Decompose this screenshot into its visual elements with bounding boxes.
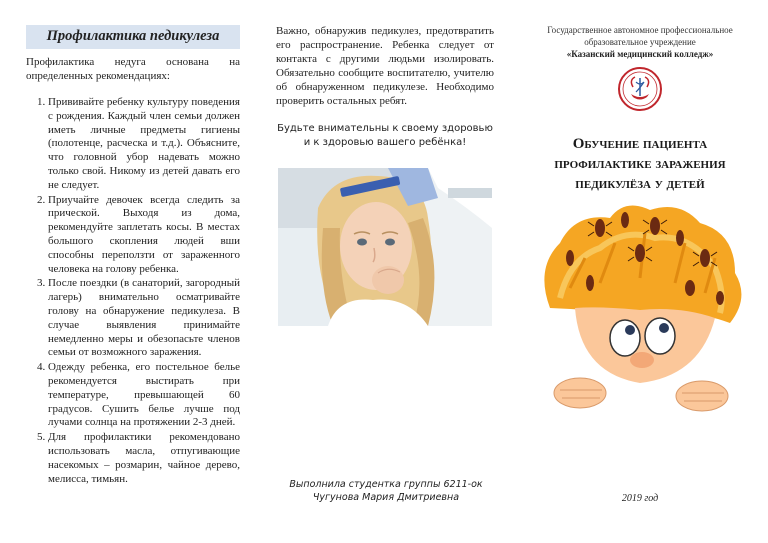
- brochure-title: [530, 134, 750, 194]
- college-name: «Казанский медицинский колледж»: [566, 49, 714, 59]
- author-block: [276, 478, 496, 504]
- recommendation-item: 3. После поездки (в санаторий, загородный лагерь) внимательно осматривайте голову на обнаружение педикулеза. В случае выявления принимайте немедленно меры и обезопасьте членов семьи от возможного заражения.: [48, 277, 240, 360]
- important-text: Важно, обнаружив педикулез, предотвратить его распространение. Ребенка следует от контакта с другими людьми изолировать. Обязательно сообщите воспитателю, учителю об обнаруженном педикулезе. Необходимо проверить остальных ребят.: [276, 25, 494, 107]
- health-callout: Будьте внимательны к своему здоровью и к здоровью вашего ребёнка!: [277, 123, 493, 148]
- title-line: Обучение пациента: [572, 136, 708, 152]
- lice-cartoon-boy: [530, 198, 750, 428]
- prevention-heading: Профилактика педикулеза: [26, 25, 240, 49]
- recommendation-item: 1. Прививайте ребенку культуру поведения с рождения. Каждый член семьи должен иметь личные предметы гигиены (полотенце, расческа и т.д.). Объясните, что головной убор надевать можно только свой. Никому из детей давать его не следует.: [48, 96, 240, 193]
- author-group: Выполнила студентка группы 6211-ок: [289, 479, 483, 490]
- child-lice-check-photo: [278, 168, 492, 326]
- recommendations-list: [26, 96, 240, 486]
- college-emblem-icon: [617, 66, 663, 112]
- author-name: Чугунова Мария Дмитриевна: [312, 492, 460, 503]
- recommendation-item: 2. Приучайте девочек всегда следить за прической. Выходя из дома, рекомендуйте заплетать косы. В местах большого скопления людей вши способны переползти от зараженного человека на голову ребенка.: [48, 194, 240, 277]
- title-line: профилактике заражения: [554, 156, 726, 172]
- recommendation-item: 4. Одежду ребенка, его постельное белье рекомендуется выстирать при температуре, превышающей 60 градусов. Сушить белье лучше под лучами солнца на протяжении 2-3 дней.: [48, 361, 240, 430]
- org-line: образовательное учреждение: [584, 37, 696, 47]
- prevention-intro: Профилактика недуга основана на определенных рекомендациях:: [26, 56, 240, 82]
- panel-prevention: [0, 0, 256, 543]
- recommendation-item: 5. Для профилактики рекомендовано использовать масла, отпугивающие насекомых – розмарин, чайное дерево, мелисса, тимьян.: [48, 431, 240, 486]
- year-label: 2019 год: [621, 493, 659, 504]
- panel-important: [256, 0, 512, 543]
- org-line: Государственное автономное профессиональное: [547, 25, 733, 35]
- panel-cover: [512, 0, 768, 543]
- title-line: педикулёза у детей: [575, 176, 705, 192]
